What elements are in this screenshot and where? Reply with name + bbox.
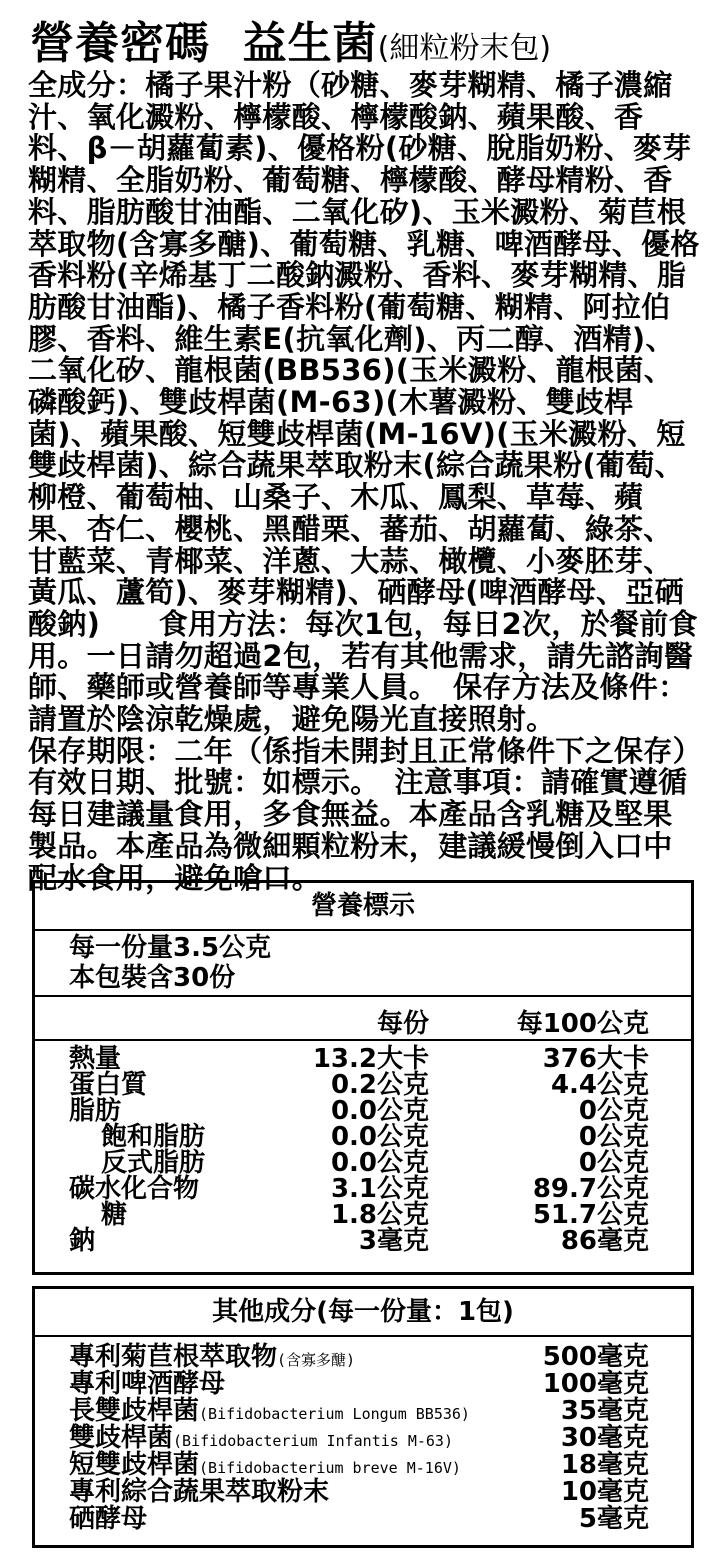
nutrient-per-100g: 86毫克 (560, 1226, 649, 1256)
nutrient-per-serving: 1.8公克 (330, 1200, 429, 1230)
shelf-life-paragraph: 保存期限：二年（係指未開封且正常條件下之保存） (28, 733, 702, 768)
nutrient-label: 飽和脂肪 (101, 1122, 206, 1152)
other-ingredient-row (35, 1452, 691, 1479)
nutrient-per-serving: 3.1公克 (330, 1174, 429, 1204)
nutrient-label: 蛋白質 (69, 1070, 148, 1100)
ingredient-name: 長雙歧桿菌 (69, 1396, 200, 1426)
nutrient-per-100g: 51.7公克 (532, 1200, 649, 1230)
notes-paragraph: 有效日期、批號：如標示。 注意事項：請確實遵循每日建議量食用，多食無益。本產品含乳糖及堅果製品。本產品為微細顆粒粉末，建議緩慢倒入口中配水食用，避免嗆口。 (28, 765, 688, 895)
other-ingredient-row (35, 1425, 691, 1452)
ingredients-text (28, 70, 700, 894)
product-name: 營養密碼 益生菌 (30, 18, 378, 69)
nutrient-per-100g: 0公克 (578, 1122, 649, 1152)
nutrition-row (35, 1098, 691, 1124)
nutrition-row (35, 1046, 691, 1072)
ingredient-amount: 35毫克 (560, 1396, 649, 1426)
nutrition-facts-table (32, 880, 694, 1275)
ingredient-name: 專利綜合蔬果萃取粉末 (69, 1477, 330, 1507)
product-title (30, 18, 552, 69)
per-100g-header: 每100公克 (516, 1009, 649, 1039)
other-ingredient-label (69, 1506, 147, 1536)
other-ingredient-row (35, 1506, 691, 1533)
ingredient-name: 短雙歧桿菌 (69, 1450, 200, 1480)
serving-size: 每一份量3.5公克 (69, 933, 272, 963)
nutrient-per-serving: 0.0公克 (330, 1122, 429, 1152)
nutrition-title: 營養標示 (35, 883, 691, 931)
nutrition-row (35, 1124, 691, 1150)
other-ingredient-row (35, 1371, 691, 1398)
ingredient-amount: 30毫克 (560, 1423, 649, 1453)
serving-info (69, 933, 271, 993)
nutrient-per-serving: 0.0公克 (330, 1148, 429, 1178)
nutrient-label: 熱量 (69, 1044, 122, 1074)
nutrient-per-100g: 0公克 (578, 1096, 649, 1126)
ingredient-name: 硒酵母 (69, 1504, 148, 1534)
ingredient-amount: 5毫克 (578, 1504, 649, 1534)
nutrition-row (35, 1176, 691, 1202)
ingredient-name: 雙歧桿菌 (69, 1423, 174, 1453)
ingredient-note: (含寡多醣) (277, 1351, 356, 1369)
nutrient-per-100g: 4.4公克 (550, 1070, 649, 1100)
nutrient-label: 鈉 (69, 1226, 96, 1256)
per-serving-header: 每份 (376, 1009, 429, 1039)
nutrition-row (35, 1228, 691, 1254)
servings-per-pack: 本包裝含30份 (69, 963, 236, 993)
ingredient-note: (Bifidobacterium Infantis M-63) (173, 1432, 453, 1450)
nutrition-row (35, 1150, 691, 1176)
ingredients-paragraph: 全成分：橘子果汁粉（砂糖、麥芽糊精、橘子濃縮汁、氧化澱粉、檸檬酸、檸檬酸鈉、蘋果酸、香料、β－胡蘿蔔素)、優格粉(砂糖、脫脂奶粉、麥芽糊精、全脂奶粉、葡萄糖、檸檬酸、酵母精粉、香料、脂肪酸甘油酯、二氧化矽)、玉米澱粉、菊苣根萃取物(含寡多醣)、葡萄糖、乳糖、啤酒酵母、優格香料粉(辛烯基丁二酸鈉澱粉、香料、麥芽糊精、脂肪酸甘油酯)、橘子香料粉(葡萄糖、糊精、阿拉伯膠、香料、維生素E(抗氧化劑)、丙二醇、酒精)、二氧化矽、龍根菌(BB536)(玉米澱粉、龍根菌、磷酸鈣)、雙歧桿菌(M-63)(木薯澱粉、雙歧桿菌)、蘋果酸、短雙歧桿菌(M-16V)(玉米澱粉、短雙歧桿菌)、綜合蔬果萃取粉末(綜合蔬果粉(葡萄、柳橙、葡萄柚、山桑子、木瓜、鳳梨、草莓、蘋果、杏仁、櫻桃、黑醋栗、蕃茄、胡蘿蔔、綠茶、甘藍菜、青椰菜、洋蔥、大蒜、橄欖、小麥胚芽、黃瓜、蘆筍)、麥芽糊精)、硒酵母(啤酒酵母、亞硒酸鈉) 食用方法：每次1包，每日2次，於餐前食用。一日請勿超過2包，若有其他需求，請先諮詢醫師、藥師或營養師等專業人員。 保存方法及條件：請置於陰涼乾燥處，避免陽光直接照射。 (28, 68, 700, 737)
product-form: (細粒粉末包) (377, 31, 552, 66)
nutrient-label: 糖 (101, 1200, 128, 1230)
other-ingredient-row (35, 1398, 691, 1425)
nutrient-per-serving: 3毫克 (358, 1226, 429, 1256)
nutrition-column-headers (35, 995, 691, 1041)
nutrient-per-100g: 89.7公克 (532, 1174, 649, 1204)
ingredient-note: (Bifidobacterium Longum BB536) (199, 1405, 470, 1423)
nutrition-row (35, 1072, 691, 1098)
nutrient-per-100g: 0公克 (578, 1148, 649, 1178)
nutrient-per-serving: 0.0公克 (330, 1096, 429, 1126)
nutrient-label: 碳水化合物 (69, 1174, 200, 1204)
ingredient-name: 專利菊苣根萃取物 (69, 1342, 278, 1372)
nutrient-per-serving: 0.2公克 (330, 1070, 429, 1100)
ingredient-name: 專利啤酒酵母 (69, 1369, 226, 1399)
ingredient-amount: 100毫克 (542, 1369, 649, 1399)
nutrient-label: 反式脂肪 (101, 1148, 206, 1178)
other-ingredients-table (32, 1286, 694, 1548)
ingredient-amount: 18毫克 (560, 1450, 649, 1480)
nutrient-per-100g: 376大卡 (542, 1044, 649, 1074)
other-ingredient-row (35, 1479, 691, 1506)
nutrition-row (35, 1202, 691, 1228)
other-ingredients-title: 其他成分(每一份量：1包) (35, 1289, 691, 1337)
other-ingredient-row (35, 1344, 691, 1371)
nutrient-per-serving: 13.2大卡 (312, 1044, 429, 1074)
ingredient-note: (Bifidobacterium breve M-16V) (199, 1459, 461, 1477)
ingredient-amount: 10毫克 (560, 1477, 649, 1507)
nutrient-label: 脂肪 (69, 1096, 122, 1126)
ingredient-amount: 500毫克 (542, 1342, 649, 1372)
